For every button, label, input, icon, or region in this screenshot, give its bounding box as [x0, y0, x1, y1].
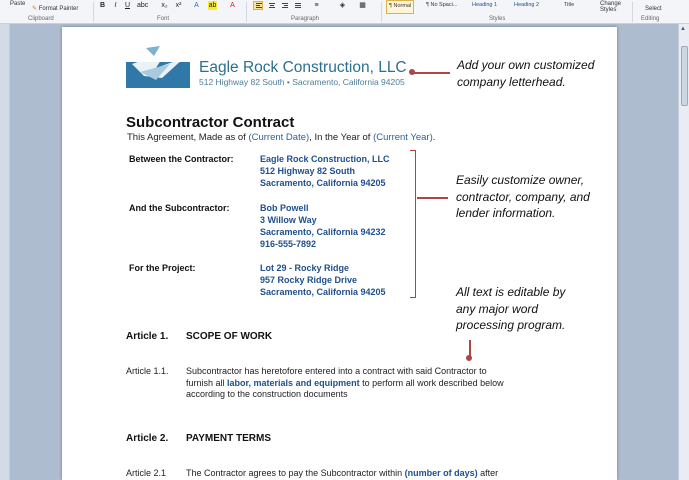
callout-connector	[412, 72, 450, 74]
article-1-1-number: Article 1.1.	[126, 366, 169, 376]
company-name: Eagle Rock Construction, LLC	[199, 59, 407, 76]
callout-line: All text is editable by	[456, 285, 566, 299]
bold-button[interactable]: B	[99, 2, 106, 9]
page-title: Subcontractor Contract	[126, 114, 295, 131]
article-line-bold: labor, materials and equipment	[227, 377, 360, 388]
callout-line: Easily customize owner,	[456, 173, 585, 187]
superscript-icon[interactable]: x²	[175, 2, 182, 9]
ribbon-separator	[246, 2, 247, 22]
party-line: Eagle Rock Construction, LLC	[260, 154, 390, 164]
callout-dot	[409, 69, 415, 75]
party-line: Sacramento, California 94205	[260, 287, 386, 297]
article-1-number: Article 1.	[126, 331, 169, 342]
party-line: 512 Highway 82 South	[260, 166, 356, 176]
callout-line: lender information.	[456, 206, 556, 220]
company-address: 512 Highway 82 South • Sacramento, California 94205	[199, 77, 405, 87]
article-2-1-text[interactable]	[186, 468, 498, 480]
party-line: Lot 29 - Rocky Ridge	[260, 263, 350, 273]
select-button[interactable]: Select	[645, 6, 662, 12]
article-line	[186, 378, 504, 390]
ribbon-separator	[93, 2, 94, 22]
project-label: For the Project:	[129, 263, 196, 273]
contractor-info[interactable]	[260, 153, 390, 189]
group-font-label: Font	[157, 16, 170, 22]
callout-connector	[469, 340, 471, 356]
font-color-icon[interactable]: A	[230, 2, 235, 9]
party-line: 957 Rocky Ridge Drive	[260, 275, 358, 285]
article-2-1-number: Article 2.1	[126, 468, 167, 478]
text-effects-icon[interactable]: A	[194, 2, 199, 9]
agreement-suffix: .	[432, 132, 436, 143]
callout-dot	[466, 355, 472, 361]
align-right-button[interactable]	[279, 1, 289, 10]
callout-line: any major word	[456, 301, 539, 316]
subcontractor-info[interactable]	[260, 202, 386, 250]
format-painter-label: Format Painter	[38, 6, 79, 12]
subcontractor-label: And the Subcontractor:	[129, 203, 230, 213]
change-styles-button[interactable]: Change Styles	[600, 1, 622, 13]
style-no-spacing[interactable]: ¶ No Spaci...	[426, 2, 458, 8]
article-line-prefix: The Contractor agrees to pay the Subcontractor within	[186, 468, 405, 478]
scroll-up-icon[interactable]: ▲	[680, 26, 686, 32]
callout-line: company letterhead.	[457, 74, 566, 89]
line-spacing-icon[interactable]: ≡	[314, 2, 319, 9]
callout-line: processing program.	[456, 318, 566, 332]
shading-icon[interactable]: ◈	[339, 2, 346, 9]
article-1-heading: SCOPE OF WORK	[186, 331, 273, 342]
vertical-scrollbar[interactable]	[678, 24, 689, 480]
document-page[interactable]	[62, 27, 617, 480]
subscript-icon[interactable]: x₂	[161, 2, 168, 9]
scrollbar-thumb[interactable]	[681, 46, 688, 106]
italic-button[interactable]: I	[114, 2, 117, 9]
current-date-placeholder[interactable]: (Current Date)	[248, 132, 310, 143]
group-paragraph-label: Paragraph	[291, 16, 320, 22]
callout-letterhead	[457, 57, 594, 90]
ribbon-separator	[632, 2, 633, 22]
borders-icon[interactable]: ▦	[359, 2, 366, 9]
agreement-line	[127, 132, 435, 143]
style-title[interactable]: Title	[564, 2, 575, 8]
party-line: 916-555-7892	[260, 239, 317, 249]
article-1-1-text[interactable]	[186, 366, 504, 401]
agreement-mid: , In the Year of	[309, 132, 374, 143]
article-line-suffix: to perform all work described below	[359, 377, 504, 388]
callout-connector	[417, 197, 448, 199]
article-2-heading: PAYMENT TERMS	[186, 433, 272, 444]
article-line-prefix: furnish all	[186, 377, 228, 388]
justify-button[interactable]	[292, 1, 302, 10]
align-left-button[interactable]	[253, 1, 263, 10]
ribbon-separator	[381, 2, 382, 22]
info-bracket	[410, 150, 416, 298]
party-line: Sacramento, California 94205	[260, 178, 386, 188]
article-line-suffix: after	[477, 468, 499, 478]
callout-line: Add your own customized	[457, 58, 595, 72]
party-line: Sacramento, California 94232	[260, 227, 386, 237]
highlight-icon[interactable]: ab	[208, 2, 217, 9]
article-line: according to the construction documents	[186, 389, 348, 399]
callout-editable	[456, 284, 565, 334]
eagle-logo-icon	[126, 46, 192, 92]
project-info[interactable]	[260, 262, 386, 298]
article-2-number: Article 2.	[126, 433, 169, 444]
left-margin-strip	[0, 24, 10, 480]
group-clipboard-label: Clipboard	[28, 16, 54, 22]
brush-icon: ✎	[32, 6, 38, 12]
format-painter-button[interactable]	[32, 5, 78, 12]
paste-button[interactable]: Paste	[10, 1, 26, 7]
callout-line: contractor, company, and	[456, 189, 590, 204]
current-year-placeholder[interactable]: (Current Year)	[373, 132, 433, 143]
party-line: 3 Willow Way	[260, 215, 317, 225]
contractor-label: Between the Contractor:	[129, 154, 234, 164]
style-heading-2[interactable]: Heading 2	[514, 2, 540, 8]
align-center-button[interactable]	[266, 1, 276, 10]
agreement-prefix: This Agreement, Made as of	[127, 132, 249, 143]
group-editing-label: Editing	[641, 16, 660, 22]
article-line-bold: (number of days)	[404, 468, 478, 478]
style-heading-1[interactable]: Heading 1	[472, 2, 498, 8]
style-normal[interactable]: ¶ Normal	[386, 0, 414, 14]
underline-button[interactable]: U	[124, 2, 131, 9]
callout-info	[456, 172, 590, 222]
party-line: Bob Powell	[260, 203, 309, 213]
article-line: Subcontractor has heretofore entered into a contract with said Contractor to	[186, 366, 487, 376]
group-styles-label: Styles	[489, 16, 506, 22]
strikethrough-icon[interactable]: abc	[137, 2, 149, 9]
ribbon	[0, 0, 689, 24]
